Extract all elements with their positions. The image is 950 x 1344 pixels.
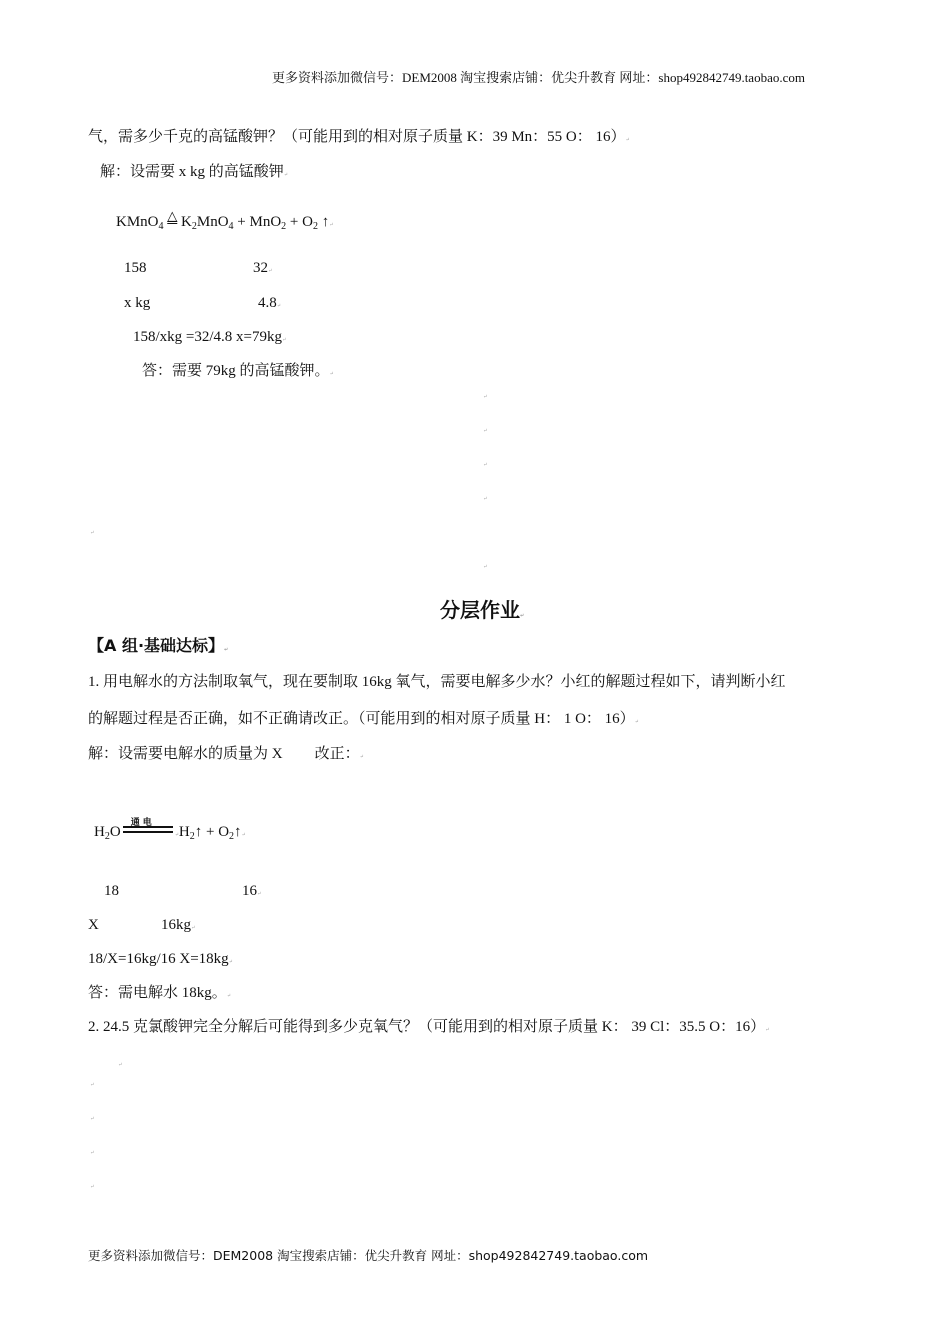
hw-ratio-row-1-left: 18 <box>104 883 119 899</box>
empty-paragraph-mark: ↵ <box>90 1151 95 1156</box>
example-solve-intro: 解：设需要 x kg 的高锰酸钾↵ <box>100 164 288 180</box>
ratio-row-2-left: x kg <box>124 295 151 311</box>
hw-ratio-row-1-right: 16↵ <box>242 883 262 899</box>
empty-paragraph-mark: ↵ <box>90 531 95 536</box>
question-2: 2. 24.5 克氯酸钾完全分解后可能得到多少克氧气？（可能用到的相对原子质量 K： 39 Cl：35.5 O：16）↵ <box>88 1019 770 1035</box>
hw-ratio-row-2-right: 16kg↵ <box>161 917 196 933</box>
homework-title: 分层作业↵ <box>440 598 525 622</box>
section-heading: 【A 组·基础达标】↵ <box>88 636 229 655</box>
empty-paragraph-mark: ↵ <box>483 429 488 434</box>
question-1-solve: 解：设需要电解水的质量为 X 改正：↵ <box>88 746 364 762</box>
empty-paragraph-mark: ↵ <box>483 463 488 468</box>
empty-paragraph-mark: ↵ <box>483 565 488 570</box>
hw-answer: 答：需电解水 18kg。↵ <box>88 985 231 1001</box>
fix-label: 改正： <box>314 746 360 762</box>
ratio-row-1-right: 32↵ <box>253 260 273 276</box>
heat-condition-icon: △ <box>167 208 178 223</box>
example-calculation: 158/xkg =32/4.8 x=79kg↵ <box>133 329 287 345</box>
empty-paragraph-mark: ↵ <box>118 1063 123 1068</box>
empty-paragraph-mark: ↵ <box>90 1083 95 1088</box>
empty-paragraph-mark: ↵ <box>90 1185 95 1190</box>
electrolysis-condition: 通电 <box>123 823 173 843</box>
empty-paragraph-mark: ↵ <box>483 497 488 502</box>
kmno4-equation: KMnO$_4$ △ $K_2MnO_4 + MnO_2 + O_2$ ↑↵ <box>116 208 334 232</box>
page-header: 更多资料添加微信号：DEM2008 淘宝搜索店铺：优尖升教育 网址：shop492842749.taobao.com <box>272 70 805 85</box>
page-footer: 更多资料添加微信号：DEM2008 淘宝搜索店铺：优尖升教育 网址：shop492842749.taobao.com <box>88 1248 649 1263</box>
ratio-row-2-right: 4.8↵ <box>258 295 281 311</box>
hw-ratio-row-2-left: X <box>88 917 99 933</box>
question-1-line-2: 的解题过程是否正确，如不正确请改正。（可能用到的相对原子质量 H： 1 O： 16）↵ <box>88 711 639 727</box>
empty-paragraph-mark: ↵ <box>90 1117 95 1122</box>
hw-calculation: 18/X=16kg/16 X=18kg↵ <box>88 951 233 967</box>
example-question: 气，需多少千克的高锰酸钾？（可能用到的相对原子质量 K：39 Mn：55 O： 16）↵ <box>88 129 630 145</box>
question-1-line-1: 1. 用电解水的方法制取氧气，现在要制取 16kg 氧气，需要电解多少水？小红的解题过程如下，请判断小红 <box>88 674 786 690</box>
ratio-row-1-left: 158 <box>124 260 147 276</box>
electrolysis-equation: $H_2O$ 通电 $↵H_2↑$ + $O_2↑↵$ <box>94 817 246 842</box>
empty-paragraph-mark: ↵ <box>483 395 488 400</box>
example-answer: 答：需要 79kg 的高锰酸钾。↵ <box>142 363 334 379</box>
